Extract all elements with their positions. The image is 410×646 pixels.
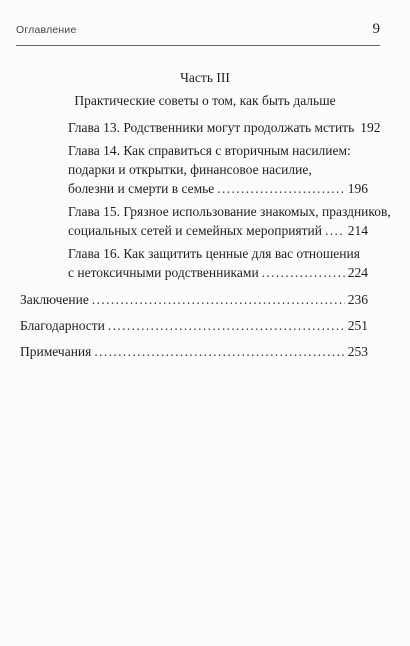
toc-entry-text: болезни и смерти в семье: [68, 181, 215, 196]
toc-entry-text: Заключение: [20, 292, 89, 307]
toc-entry-chapter-16-line-2[interactable]: [68, 265, 368, 281]
dot-leader: [217, 181, 344, 197]
toc-entry-text: с нетоксичными родственниками: [68, 265, 259, 280]
toc-entry-page: 251: [347, 318, 368, 333]
toc-entry-text: Глава 15. Грязное использование знакомых, праздников,: [68, 204, 391, 219]
toc-entry-chapter-14-line-1[interactable]: [68, 143, 351, 159]
dot-leader: [262, 265, 345, 281]
toc-entry-text: Глава 13. Родственники могут продолжать мстить: [68, 120, 355, 135]
toc-entry-page: 236: [347, 292, 368, 307]
toc-entry-text: Благодарности: [20, 318, 105, 333]
toc-entry-text: Глава 14. Как справиться с вторичным насилием:: [68, 143, 351, 158]
toc-entry-text: Глава 16. Как защитить ценные для вас отношения: [68, 246, 360, 261]
toc-entry-page: 224: [347, 265, 368, 280]
toc-entry-text: подарки и открытки, финансовое насилие,: [68, 162, 312, 177]
toc-entry-text: Примечания: [20, 344, 92, 359]
dot-leader: [94, 344, 344, 360]
part-heading: Часть III: [180, 70, 230, 85]
toc-entry-chapter-14-line-3[interactable]: [68, 181, 368, 197]
toc-entry-page: 192: [360, 120, 381, 135]
part-title: Практические советы о том, как быть дальше: [74, 93, 336, 108]
toc-entry-chapter-15-line-1[interactable]: [68, 204, 391, 220]
dot-leader: [325, 223, 345, 239]
toc-entry-chapter-16-line-1[interactable]: [68, 246, 360, 262]
toc-entry-chapter-15-line-2[interactable]: [68, 223, 368, 239]
toc-entry-conclusion[interactable]: [20, 292, 368, 308]
toc-entry-page: 253: [347, 344, 368, 359]
toc-entry-page: 214: [347, 223, 368, 238]
page-number: 9: [372, 21, 380, 37]
toc-entry-notes[interactable]: [20, 344, 368, 360]
running-head: [16, 23, 380, 46]
toc-entry-page: 196: [347, 181, 368, 196]
running-head-title: Оглавление: [16, 24, 77, 36]
dot-leader: [92, 292, 345, 308]
toc-entry-chapter-13[interactable]: [68, 120, 381, 136]
toc-entry-chapter-14-line-2[interactable]: [68, 162, 312, 178]
dot-leader: [108, 318, 345, 334]
toc-entry-acknowledgements[interactable]: [20, 318, 368, 334]
toc-entry-text: социальных сетей и семейных мероприятий: [68, 223, 322, 238]
